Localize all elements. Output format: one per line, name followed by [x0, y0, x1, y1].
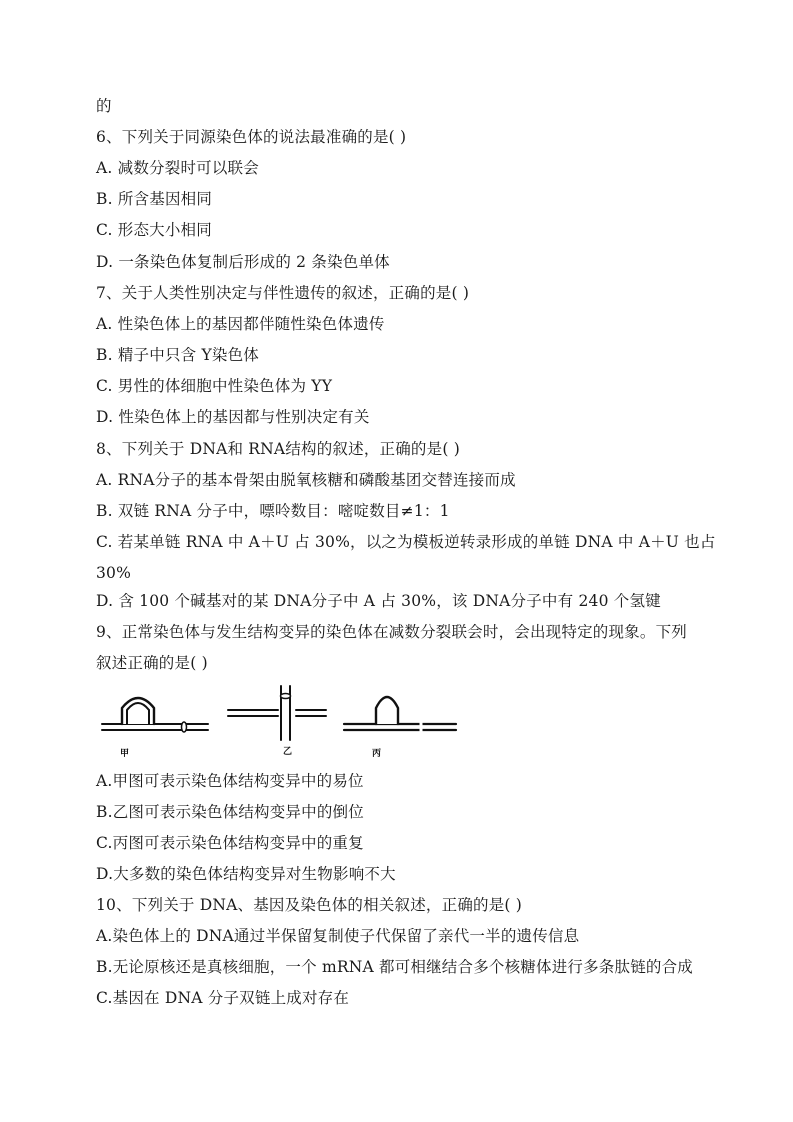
question-8-option-b: B. 双链 RNA 分子中，嘌呤数目：嘧啶数目≠1：1: [96, 502, 450, 520]
question-8-option-c-line2: 30%: [96, 564, 132, 582]
question-6-option-c: C. 形态大小相同: [96, 221, 212, 239]
question-9-stem-line1: 9、正常染色体与发生结构变异的染色体在减数分裂联会时，会出现特定的现象。下列: [96, 623, 687, 641]
figure-jia: [102, 698, 208, 759]
question-10-stem: 10、下列关于 DNA、基因及染色体的相关叙述，正确的是( ): [96, 896, 523, 914]
question-6-option-b: B. 所含基因相同: [96, 190, 213, 208]
question-9-option-b: B.乙图可表示染色体结构变异中的倒位: [96, 803, 364, 821]
figure-label-jia: 甲: [120, 749, 130, 759]
figure-label-bing: 丙: [372, 749, 382, 759]
question-9-option-a: A.甲图可表示染色体结构变异中的易位: [96, 772, 364, 790]
question-7-stem: 7、关于人类性别决定与伴性遗传的叙述，正确的是( ): [96, 284, 470, 302]
question-9-stem-line2: 叙述正确的是( ): [96, 654, 208, 672]
figure-bing: [344, 697, 456, 759]
question-8-option-c-line1: C. 若某单链 RNA 中 A＋U 占 30%，以之为模板逆转录形成的单链 DNA 中 A＋U 也占: [96, 533, 716, 551]
question-9-option-d: D.大多数的染色体结构变异对生物影响不大: [96, 865, 396, 883]
question-7-option-a: A. 性染色体上的基因都伴随性染色体遗传: [96, 315, 385, 333]
question-7-option-d: D. 性染色体上的基因都与性别决定有关: [96, 408, 370, 426]
question-10-option-a: A.染色体上的 DNA通过半保留复制使子代保留了亲代一半的遗传信息: [96, 927, 580, 945]
question-7-option-b: B. 精子中只含 Y染色体: [96, 346, 260, 364]
question-10-option-c: C.基因在 DNA 分子双链上成对存在: [96, 989, 350, 1007]
figure-yi: [228, 686, 326, 757]
question-8-option-a: A. RNA分子的基本骨架由脱氧核糖和磷酸基团交替连接而成: [96, 471, 516, 489]
text-line-continuation: 的: [96, 97, 112, 115]
question-6-option-a: A. 减数分裂时可以联会: [96, 159, 259, 177]
figure-label-yi: 乙: [283, 747, 293, 757]
chromosome-pairing-figure: [100, 684, 460, 764]
question-10-option-b: B.无论原核还是真核细胞，一个 mRNA 都可相继结合多个核糖体进行多条肽链的合成: [96, 958, 693, 976]
question-8-option-d: D. 含 100 个碱基对的某 DNA分子中 A 占 30%，该 DNA分子中有 240 个氢键: [96, 592, 661, 610]
question-8-stem: 8、下列关于 DNA和 RNA结构的叙述，正确的是( ): [96, 440, 460, 458]
question-9-option-c: C.丙图可表示染色体结构变异中的重复: [96, 834, 364, 852]
question-6-option-d: D. 一条染色体复制后形成的 2 条染色单体: [96, 253, 390, 271]
question-7-option-c: C. 男性的体细胞中性染色体为 YY: [96, 377, 333, 395]
question-6-stem: 6、下列关于同源染色体的说法最准确的是( ): [96, 128, 407, 146]
